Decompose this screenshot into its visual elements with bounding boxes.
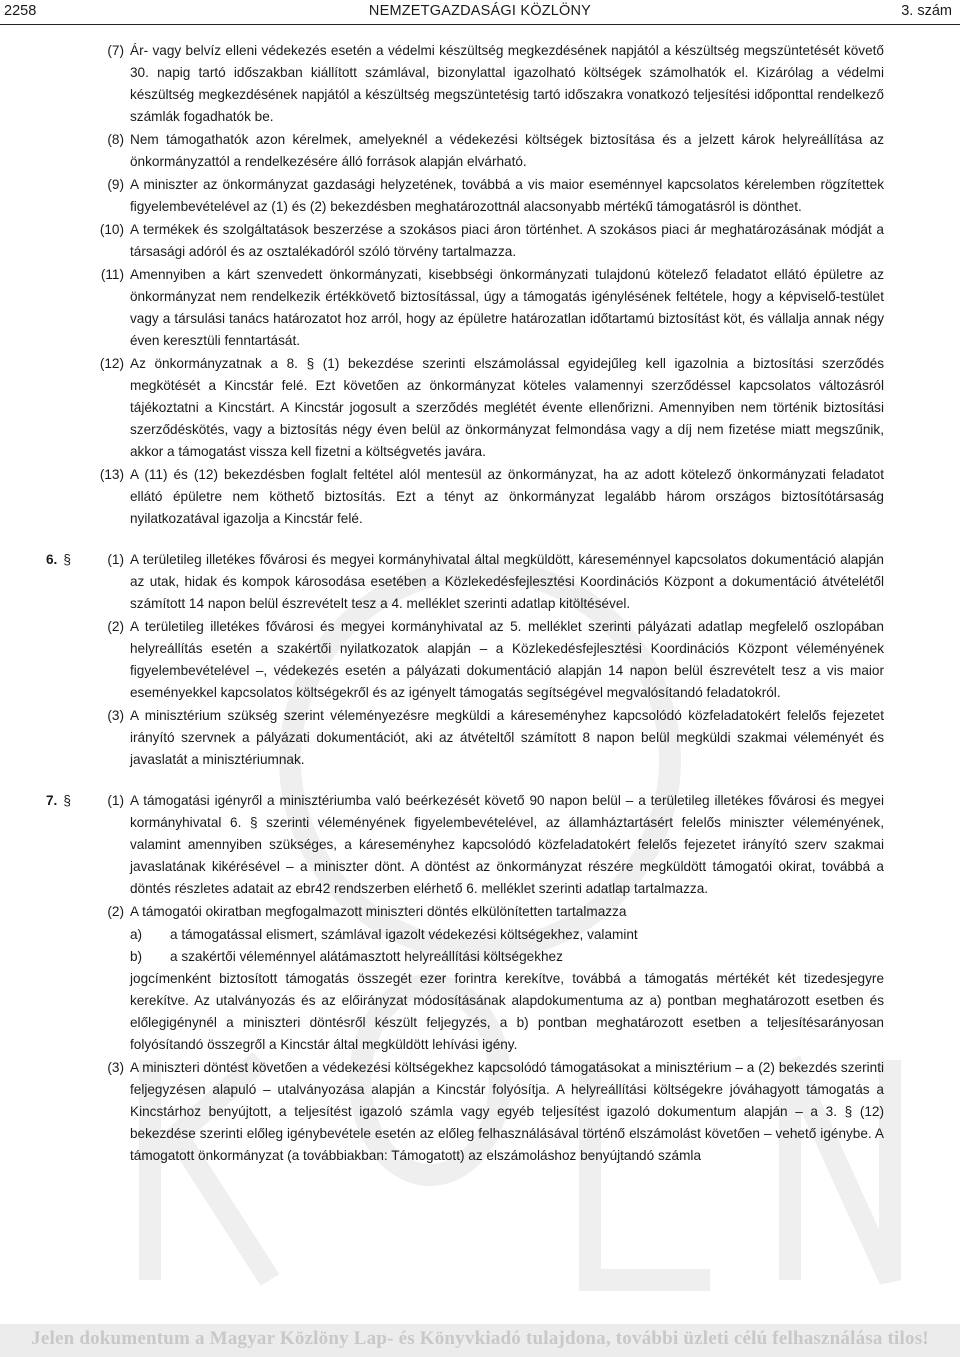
paragraph-9 [0,174,960,218]
paragraph-number: (13) [99,467,124,482]
section-label: 6. § [46,552,71,567]
paragraph-text: A miniszter az önkormányzat gazdasági helyzetének, továbbá a vis maior eseménnyel kapcsolatos kérelemben rögzítettek figyelembevételével az (1) és (2) bekezdésben meghatározottnál alacsonyabb mértékű támogatásról is dönthet. [130,177,884,214]
paragraph-number: (12) [99,356,124,371]
section-6-paragraph-3 [0,705,960,771]
list-item-text: a szakértői véleménnyel alátámasztott helyreállítási költségekhez [170,949,563,964]
paragraph-number: (8) [107,132,124,147]
paragraph-text: A (11) és (12) bekezdésben foglalt feltétel alól mentesül az önkormányzat, ha az adott kötelező önkormányzati feladatot ellátó épületre nem köthető biztosítás. Ezt a tényt az önkormányzat legalább három országos biztosítótársaság nyilatkozatával igazolja a Kincstár felé. [130,467,884,526]
section-7-paragraph-2-closing [0,968,960,1056]
paragraph-number: (11) [100,267,124,282]
list-item-text: a támogatással elismert, számlával igazolt védekezési költségekhez, valamint [170,927,638,942]
paragraph-text: A területileg illetékes fővárosi és megyei kormányhivatal által megküldött, káreseménnyel kapcsolatos dokumentáció alapján az utak, hidak és kompok károsodása esetében a Közlekedésfejlesztési Koordinációs Központ a dokumentáció átvételétől számított 14 napon belül észrevételt tesz a 4. melléklet szerinti adatlap kitöltésével. [130,552,884,611]
paragraph-number: (3) [107,1060,124,1075]
page-number: 2258 [4,3,37,19]
paragraph-13 [0,464,960,530]
paragraph-text: Ár- vagy belvíz elleni védekezés esetén a védelmi készültség megkezdésének napjától a készültség megszüntetését követő 30. napig tartó időszakban kiállított számlával, bizonylattal igazolható költségek számolhatók el. Kizárólag a védelmi készültség megkezdésének napjától a készültség megszüntetésig tartó időszakra vonatkozó teljesítési időponttal rendelkező számlák fogadhatók be. [130,43,884,124]
paragraph-number: (3) [107,708,124,723]
list-item-label: b) [130,949,143,964]
paragraph-number: (10) [99,222,124,237]
section-6-paragraph-1 [0,549,960,615]
paragraph-number: (1) [107,793,124,808]
footer-banner [0,1324,960,1357]
section-label: 7. § [46,793,71,808]
document-body [0,40,960,1168]
paragraph-11 [0,264,960,352]
paragraph-intro: A támogatói okiratban megfogalmazott miniszteri döntés elkülönítetten tartalmazza [130,904,627,919]
paragraph-number: (1) [107,552,124,567]
list-item-b [130,946,884,968]
paragraph-number: (2) [107,904,124,919]
section-6-paragraph-2 [0,616,960,704]
paragraph-text: Az önkormányzatnak a 8. § (1) bekezdése szerinti elszámolással egyidejűleg kell igazolnia a biztosítási szerződés megkötését a Kincstár felé. Ezt követően az önkormányzat köteles valamennyi szerződéssel kapcsolatos változásról tájékoztatni a Kincstárt. A Kincstár jogosult a szerződés meglétét évente ellenőrizni. Amennyiben nem történik biztosítási szerződéskötés, vagy a biztosítás négy éven belül az önkormányzat felmondása vagy a díj nem fizetése miatt megszűnik, akkor a támogatást vissza kell fizetni a költségvetés javára. [130,356,884,459]
paragraph-text: A területileg illetékes fővárosi és megyei kormányhivatal az 5. melléklet szerinti pályázati adatlap megfelelő oszlopában helyreállítás esetén a szakértői nyilatkozatok alapján – a Közlekedésfejlesztési Koordinációs Központ véleményének figyelembevételével –, védekezés esetén a pályázati dokumentáció alapján 14 napon belül észrevételt tesz a vis maior eseményekkel kapcsolatos költségekről és az igényelt támogatás segítségével megvalósítandó feladatokról. [130,619,884,700]
footer-notice: Jelen dokumentum a Magyar Közlöny Lap- és Könyvkiadó tulajdona, további üzleti célú felhasználása tilos! [31,1328,929,1349]
paragraph-text: Amennyiben a kárt szenvedett önkormányzati, kisebbségi önkormányzati tulajdonú kötelező feladatot ellátó épületre az önkormányzat nem rendelkezik értékkövető biztosítással, úgy a támogatás igénylésének feltétele, hogy a képviselő-testület vagy a társulási tanács határozatot hoz arról, hogy az épületre határozatlan időtartamú biztosítást köt, és vállalja annak négy éven keresztüli fenntartását. [130,267,884,348]
paragraph-text: A támogatási igényről a minisztériumba való beérkezését követő 90 napon belül – a területileg illetékes fővárosi és megyei kormányhivatal 6. § szerinti véleményének figyelembevételével, az államháztartásért felelős miniszter véleményének, valamint amennyiben szükséges, a káreseményhez kapcsolódó közfeladatokért felelős fejezetet irányító szerv szakmai javaslatának kikérésével – a miniszter dönt. A döntést az önkormányzat részére megküldött támogatói okirat, továbbá a döntés részletes adatait az ebr42 rendszerben elérhető 6. melléklet szerinti adatlap tartalmazza. [130,793,884,896]
paragraph-number: (7) [107,43,124,58]
section-symbol: § [63,793,71,808]
section-7-paragraph-3 [0,1057,960,1167]
paragraph-text: jogcímenként biztosított támogatás összegét ezer forintra kerekítve, továbbá a támogatás mértékét két tizedesjegyre kerekítve. Az utalványozás és az előirányzat módosításának alapdokumentuma az a) pontban meghatározott esetben és előlegigénynél a miniszteri döntésről készült feljegyzés, a b) pontban meghatározott esetben a teljesítésarányosan folyósítandó összegről a Kincstár által megküldött lehívási igény. [130,971,884,1052]
paragraph-text: A termékek és szolgáltatások beszerzése a szokásos piaci áron történhet. A szokásos piaci ár meghatározásának módját a társasági adóról és az osztalékadóról szóló törvény tartalmazza. [130,222,884,259]
issue-number: 3. szám [901,3,952,19]
paragraph-text: A minisztérium szükség szerint véleményezésre megküldi a káreseményhez kapcsolódó közfeladatokért felelős fejezetet irányító szervnek a pályázati dokumentációt, aki az átvételtől számított 8 napon belül megküldi szakmai véleményét és javaslatát a minisztériumnak. [130,708,884,767]
list-item-label: a) [130,927,143,942]
paragraph-number: (9) [107,177,124,192]
journal-title: NEMZETGAZDASÁGI KÖZLÖNY [368,3,592,19]
paragraph-10 [0,219,960,263]
paragraph-8 [0,129,960,173]
section-7-paragraph-1 [0,790,960,900]
header-rule [0,24,960,25]
list-item-a [130,924,884,946]
page-header [0,0,960,26]
paragraph-text: A miniszteri döntést követően a védekezési költségekhez kapcsolódó támogatásokat a minisztérium – a (2) bekezdés szerinti feljegyzésen alapuló – utalványozása alapján a Kincstár folyósítja. A helyreállítási költségekre jóváhagyott támogatás a Kincstárhoz benyújtott, a teljesítést igazoló számla vagy egyéb teljesítést igazoló dokumentum alapján – a 3. § (12) bekezdése szerinti előleg igénybevétele esetén az előleg felhasználásával történő elszámolást követően – vehető igénybe. A támogatott önkormányzat (a továbbiakban: Támogatott) az elszámoláshoz benyújtandó számla [130,1060,884,1163]
paragraph-number: (2) [107,619,124,634]
paragraph-12 [0,353,960,463]
paragraph-7 [0,40,960,128]
section-symbol: § [63,552,71,567]
section-7-paragraph-2 [0,901,960,923]
paragraph-text: Nem támogathatók azon kérelmek, amelyeknél a védekezési költségek biztosítása és a jelzett károk helyreállítása az önkormányzattól a rendelkezésére álló források alapján elvárható. [130,132,884,169]
